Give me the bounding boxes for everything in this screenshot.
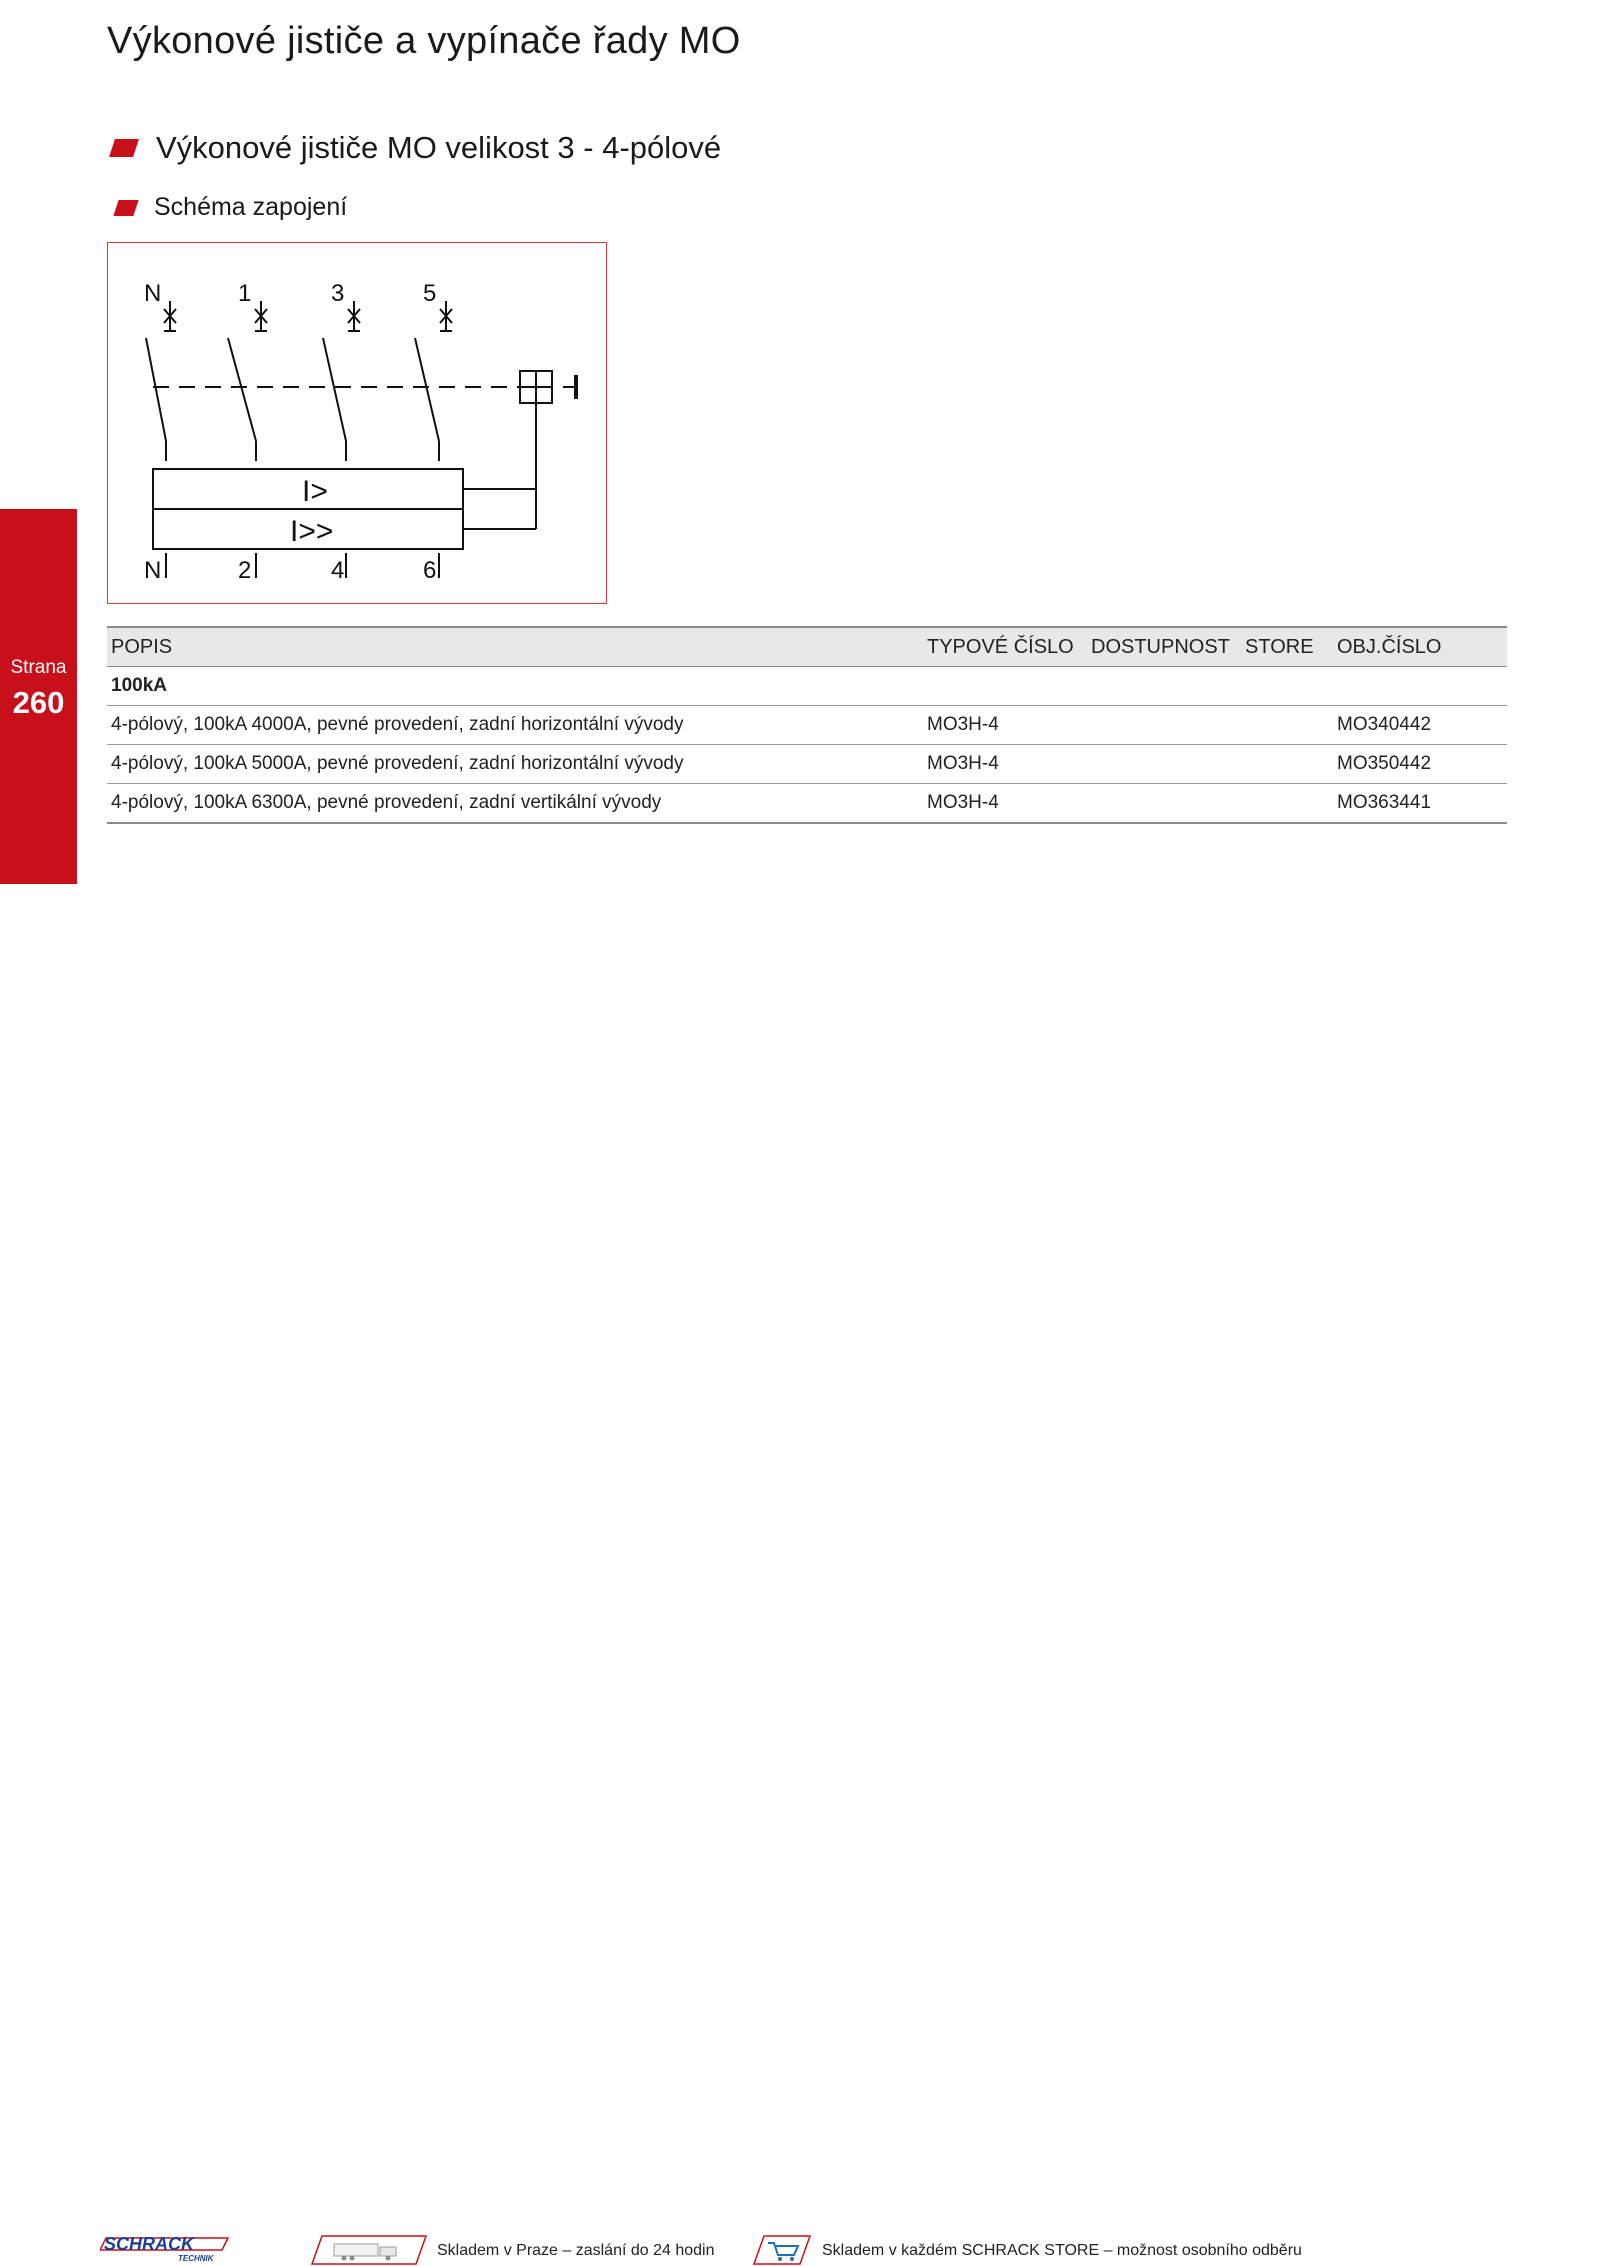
truck-icon xyxy=(310,2234,428,2266)
terminal-label-top: 3 xyxy=(331,280,345,307)
page-number: 260 xyxy=(12,685,65,720)
cell-typ: MO3H-4 xyxy=(923,784,1087,824)
table-row xyxy=(107,706,1507,745)
cell-popis: 4-pólový, 100kA 4000A, pevné provedení, zadní horizontální vývody xyxy=(107,706,923,745)
page-title: Výkonové jističe a vypínače řady MO xyxy=(107,20,741,62)
column-header-typ: TYPOVÉ ČÍSLO xyxy=(923,627,1087,667)
table-row xyxy=(107,784,1507,824)
page-footer xyxy=(0,2220,1600,2263)
shopping-cart-icon xyxy=(752,2234,812,2266)
cell-dostupnost xyxy=(1087,706,1241,745)
table-row xyxy=(107,745,1507,784)
side-tab-label: Strana xyxy=(10,657,67,678)
column-header-popis: POPIS xyxy=(107,627,923,667)
column-header-store: STORE xyxy=(1241,627,1333,667)
terminal-label-top: 1 xyxy=(238,280,252,307)
footer-note-delivery: Skladem v Praze – zaslání do 24 hodin xyxy=(437,2242,715,2259)
cell-store xyxy=(1241,745,1333,784)
column-header-obj: OBJ.ČÍSLO xyxy=(1333,627,1507,667)
cell-obj: MO363441 xyxy=(1333,784,1507,824)
terminal-label-bottom: 2 xyxy=(238,557,252,584)
trip-unit-short-circuit: I>> xyxy=(290,515,334,548)
page-side-tab xyxy=(0,509,77,884)
red-marker-icon xyxy=(109,139,139,157)
cell-obj: MO350442 xyxy=(1333,745,1507,784)
red-marker-icon xyxy=(113,200,138,216)
logo-subtext: TECHNIK xyxy=(178,2254,214,2263)
logo-text: SCHRACK xyxy=(104,2234,194,2254)
cell-typ: MO3H-4 xyxy=(923,706,1087,745)
terminal-label-bottom: 6 xyxy=(423,557,437,584)
wiring-diagram-svg xyxy=(108,243,608,605)
section-title: Výkonové jističe MO velikost 3 - 4-pólové xyxy=(156,130,722,165)
cell-store xyxy=(1241,706,1333,745)
section-heading xyxy=(112,130,721,166)
group-label: 100kA xyxy=(107,667,1507,706)
cell-dostupnost xyxy=(1087,784,1241,824)
footer-note-store: Skladem v každém SCHRACK STORE – možnost osobního odběru xyxy=(822,2242,1302,2259)
table-group-row xyxy=(107,667,1507,706)
cell-dostupnost xyxy=(1087,745,1241,784)
subsection-title: Schéma zapojení xyxy=(154,193,348,221)
cell-store xyxy=(1241,784,1333,824)
terminal-label-bottom: N xyxy=(144,557,162,584)
terminal-label-top: 5 xyxy=(423,280,437,307)
terminal-label-bottom: 4 xyxy=(331,557,345,584)
wiring-diagram xyxy=(107,242,607,604)
product-table xyxy=(107,626,1507,824)
cell-popis: 4-pólový, 100kA 6300A, pevné provedení, zadní vertikální vývody xyxy=(107,784,923,824)
table-header-row xyxy=(107,627,1507,667)
cell-typ: MO3H-4 xyxy=(923,745,1087,784)
trip-unit-overload: I> xyxy=(302,475,328,508)
cell-popis: 4-pólový, 100kA 5000A, pevné provedení, zadní horizontální vývody xyxy=(107,745,923,784)
schrack-logo xyxy=(100,2234,240,2264)
cell-obj: MO340442 xyxy=(1333,706,1507,745)
subsection-heading xyxy=(116,193,347,222)
terminal-label-top: N xyxy=(144,280,162,307)
column-header-dostupnost: DOSTUPNOST xyxy=(1087,627,1241,667)
